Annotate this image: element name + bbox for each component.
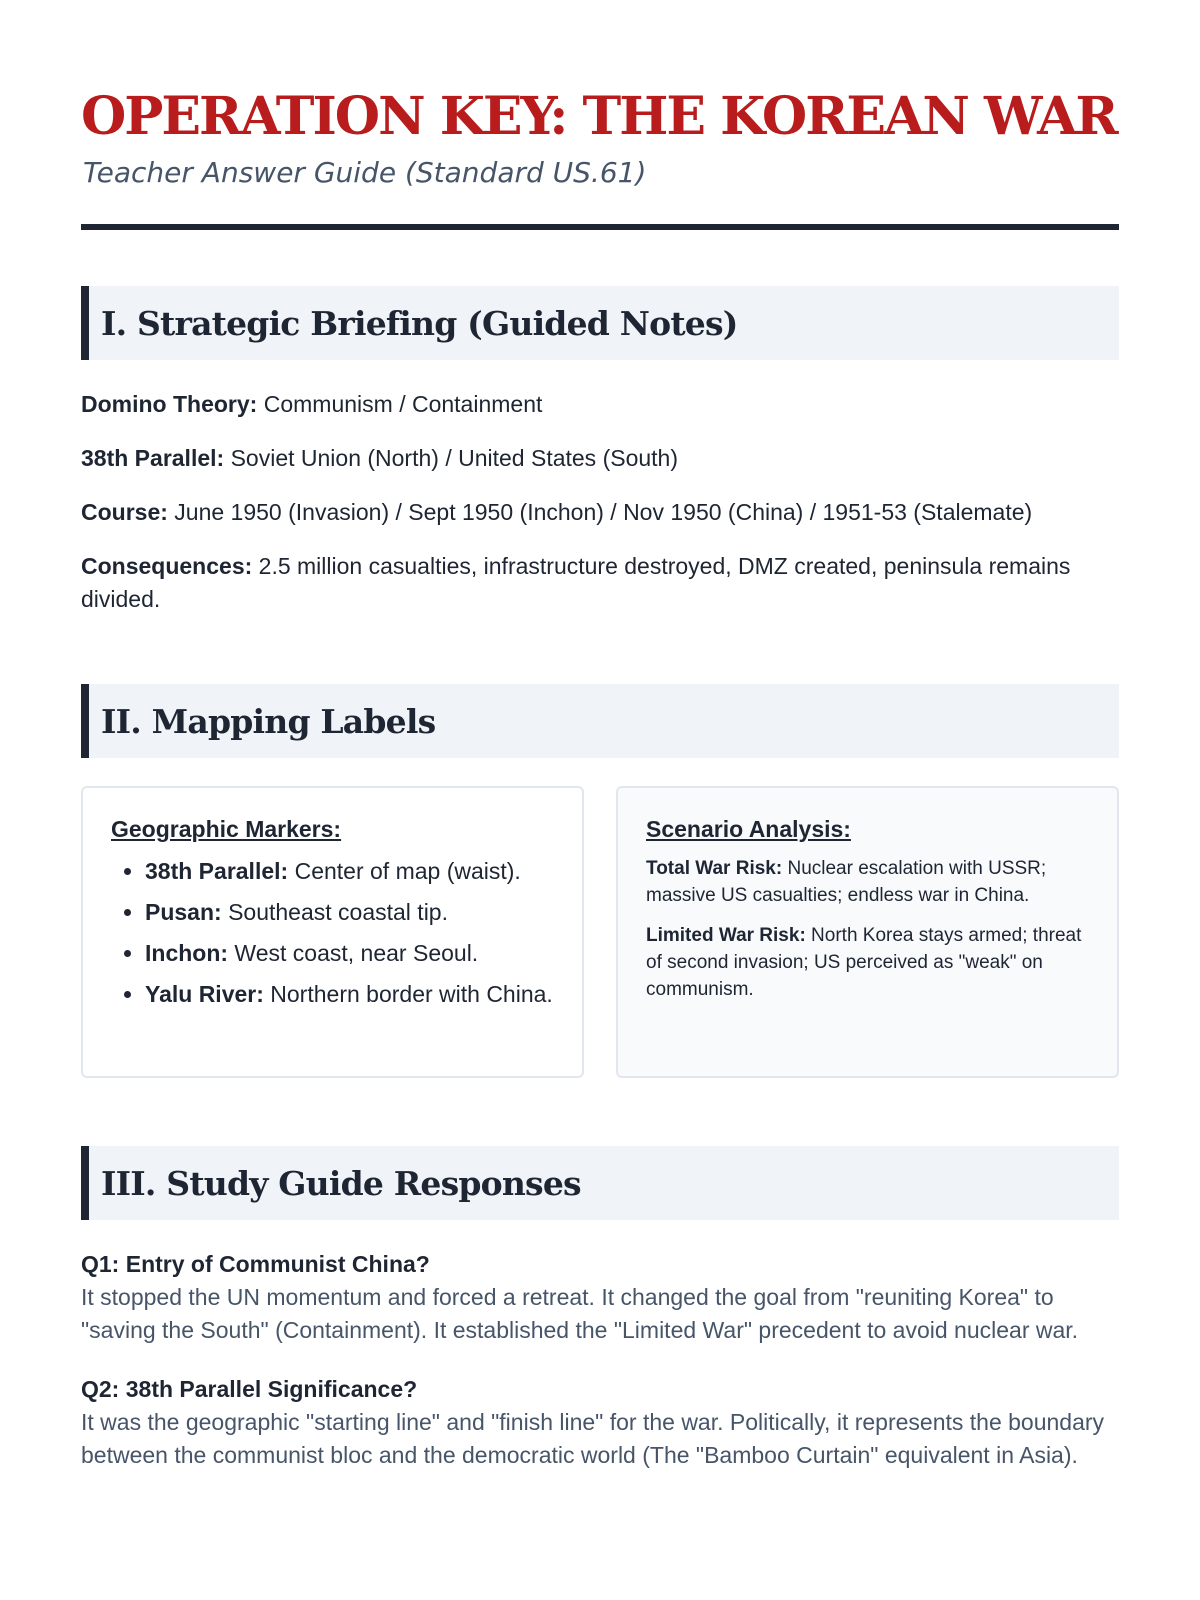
answer: It stopped the UN momentum and forced a retreat. It changed the goal from "reuniting Korea" to "saving the South" (Containment). It established the "Limited War" precedent to avoid nuclear war. [81, 1284, 1079, 1343]
mapping-cards [81, 786, 1119, 1078]
section-heading: I. Strategic Briefing (Guided Notes) [101, 303, 738, 343]
note-text: Soviet Union (North) / United States (South) [224, 445, 678, 471]
marker-list [111, 855, 554, 1011]
note-domino-theory [81, 388, 1119, 421]
item-text: Southeast coastal tip. [221, 899, 448, 925]
item-label: 38th Parallel: [145, 858, 289, 884]
list-item [145, 978, 554, 1011]
risk-text: Nuclear escalation with USSR; massive US casualties; endless war in China. [646, 858, 1047, 906]
qa-item [81, 1373, 1119, 1472]
list-item [145, 855, 554, 888]
guided-notes [81, 388, 1119, 616]
item-label: Pusan: [145, 899, 222, 925]
note-text: Communism / Containment [257, 391, 543, 417]
note-text: 2.5 million casualties, infrastructure destroyed, DMZ created, peninsula remains divided. [81, 553, 1071, 612]
limited-war-risk [646, 922, 1089, 1003]
title-divider [81, 224, 1119, 230]
total-war-risk [646, 855, 1089, 909]
note-consequences [81, 550, 1119, 616]
note-course [81, 496, 1119, 529]
list-item [145, 937, 554, 970]
risk-label: Limited War Risk: [646, 925, 806, 946]
section-heading: II. Mapping Labels [101, 701, 436, 741]
note-label: 38th Parallel: [81, 445, 225, 471]
geographic-markers-card [81, 786, 584, 1078]
risk-text: North Korea stays armed; threat of second invasion; US perceived as "weak" on communism. [646, 925, 1082, 1000]
note-label: Domino Theory: [81, 391, 258, 417]
note-38th-parallel [81, 442, 1119, 475]
card-title: Geographic Markers: [111, 816, 342, 842]
item-label: Yalu River: [145, 981, 264, 1007]
answer: It was the geographic "starting line" and "finish line" for the war. Politically, it represents the boundary between the communist bloc and the democratic world (The "Bamboo Curtain" equivalent in Asia). [81, 1409, 1105, 1468]
qa-item [81, 1248, 1119, 1347]
question: Q1: Entry of Communist China? [81, 1251, 430, 1277]
note-text: June 1950 (Invasion) / Sept 1950 (Inchon) / Nov 1950 (China) / 1951-53 (Stalemate) [167, 499, 1033, 525]
risk-label: Total War Risk: [646, 858, 783, 879]
page-title: OPERATION KEY: THE KOREAN WAR [81, 86, 1117, 147]
question: Q2: 38th Parallel Significance? [81, 1376, 418, 1402]
page-subtitle: Teacher Answer Guide (Standard US.61) [83, 156, 647, 189]
item-text: Northern border with China. [263, 981, 553, 1007]
item-text: West coast, near Seoul. [228, 940, 479, 966]
card-title: Scenario Analysis: [646, 816, 851, 842]
section-header-strategic-briefing [81, 286, 1119, 360]
section-header-mapping-labels [81, 684, 1119, 758]
note-label: Consequences: [81, 553, 253, 579]
scenario-analysis-card [616, 786, 1119, 1078]
item-text: Center of map (waist). [288, 858, 521, 884]
section-header-study-guide [81, 1146, 1119, 1220]
list-item [145, 896, 554, 929]
section-heading: III. Study Guide Responses [101, 1163, 581, 1203]
item-label: Inchon: [145, 940, 229, 966]
study-guide-responses [81, 1248, 1119, 1472]
note-label: Course: [81, 499, 168, 525]
